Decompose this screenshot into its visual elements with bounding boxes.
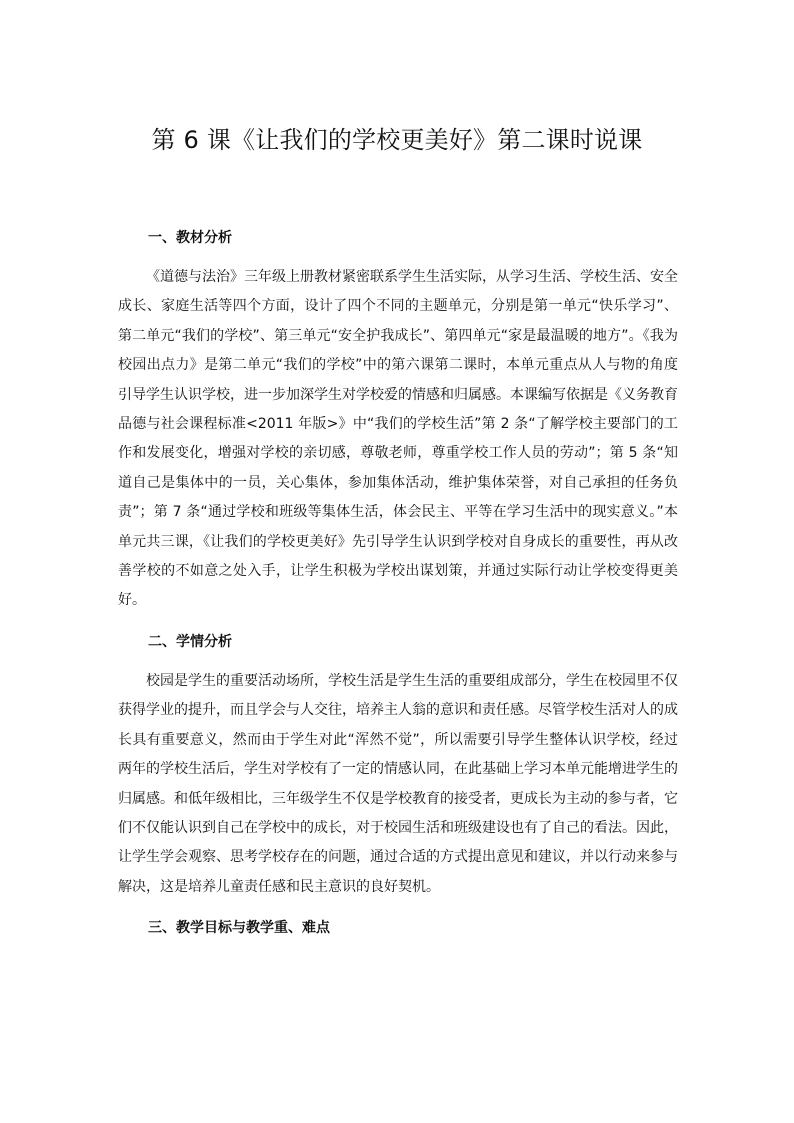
- section-heading: 二、学情分析: [148, 633, 232, 650]
- section-heading: 三、教学目标与教学重、难点: [148, 920, 330, 937]
- section-student-analysis: [118, 630, 678, 902]
- section-paragraph: 校园是学生的重要活动场所，学校生活是学生生活的重要组成部分，学生在校园里不仅获得学业的提升，而且学会与人交往，培养主人翁的意识和责任感。尽管学校生活对人的成长具有重要意义，然而由于学生对此“浑然不觉”，所以需要引导学生整体认识学校，经过两年的学校生活后，学生对学校有了一定的情感认同，在此基础上学习本单元能增进学生的归属感。和低年级相比，三年级学生不仅是学校教育的接受者，更成长为主动的参与者，它们不仅能认识到自己在学校中的成长，对于校园生活和班级建设也有了自己的看法。因此，让学生学会观察、思考学校存在的问题，通过合适的方式提出意见和建议，并以行动来参与解决，这是培养儿童责任感和民主意识的良好契机。: [118, 672, 678, 895]
- section-teaching-objectives: [118, 916, 678, 940]
- spacer: [118, 902, 678, 916]
- spacer: [118, 250, 678, 263]
- spacer: [118, 616, 678, 630]
- spacer: [118, 654, 678, 667]
- section-paragraph: 《道德与法治》三年级上册教材紧密联系学生生活实际，从学习生活、学校生活、安全成长、家庭生活等四个方面，设计了四个不同的主题单元，分别是第一单元“快乐学习”、第二单元“我们的学校”、第三单元“安全护我成长”、第四单元“家是最温暖的地方”。《我为校园出点力》是第二单元“我们的学校”中的第六课第二课时，本单元重点从人与物的角度引导学生认识学校，进一步加深学生对学校爱的情感和归属感。本课编写依据是《义务教育品德与社会课程标准<2011 年版>》中“我们的学校生活”第 2 条“了解学校主要部门的工作和发展变化，增强对学校的亲切感，尊敬老师，尊重学校工作人员的劳动”；第 5 条“知道自己是集体中的一员，关心集体，参加集体活动，维护集体荣誉，对自己承担的任务负责”；第 7 条“通过学校和班级等集体生活，体会民主、平等在学习生活中的现实意义。”本单元共三课，《让我们的学校更美好》先引导学生认识到学校对自身成长的重要性，再从改善学校的不如意之处入手，让学生积极为学校出谋划策，并通过实际行动让学校变得更美好。: [118, 269, 678, 609]
- document-body: [118, 226, 678, 940]
- section-heading: 一、教材分析: [148, 230, 232, 246]
- section-textbook-analysis: [118, 226, 678, 616]
- document-title: 第 6 课《让我们的学校更美好》第二课时说课: [151, 126, 643, 154]
